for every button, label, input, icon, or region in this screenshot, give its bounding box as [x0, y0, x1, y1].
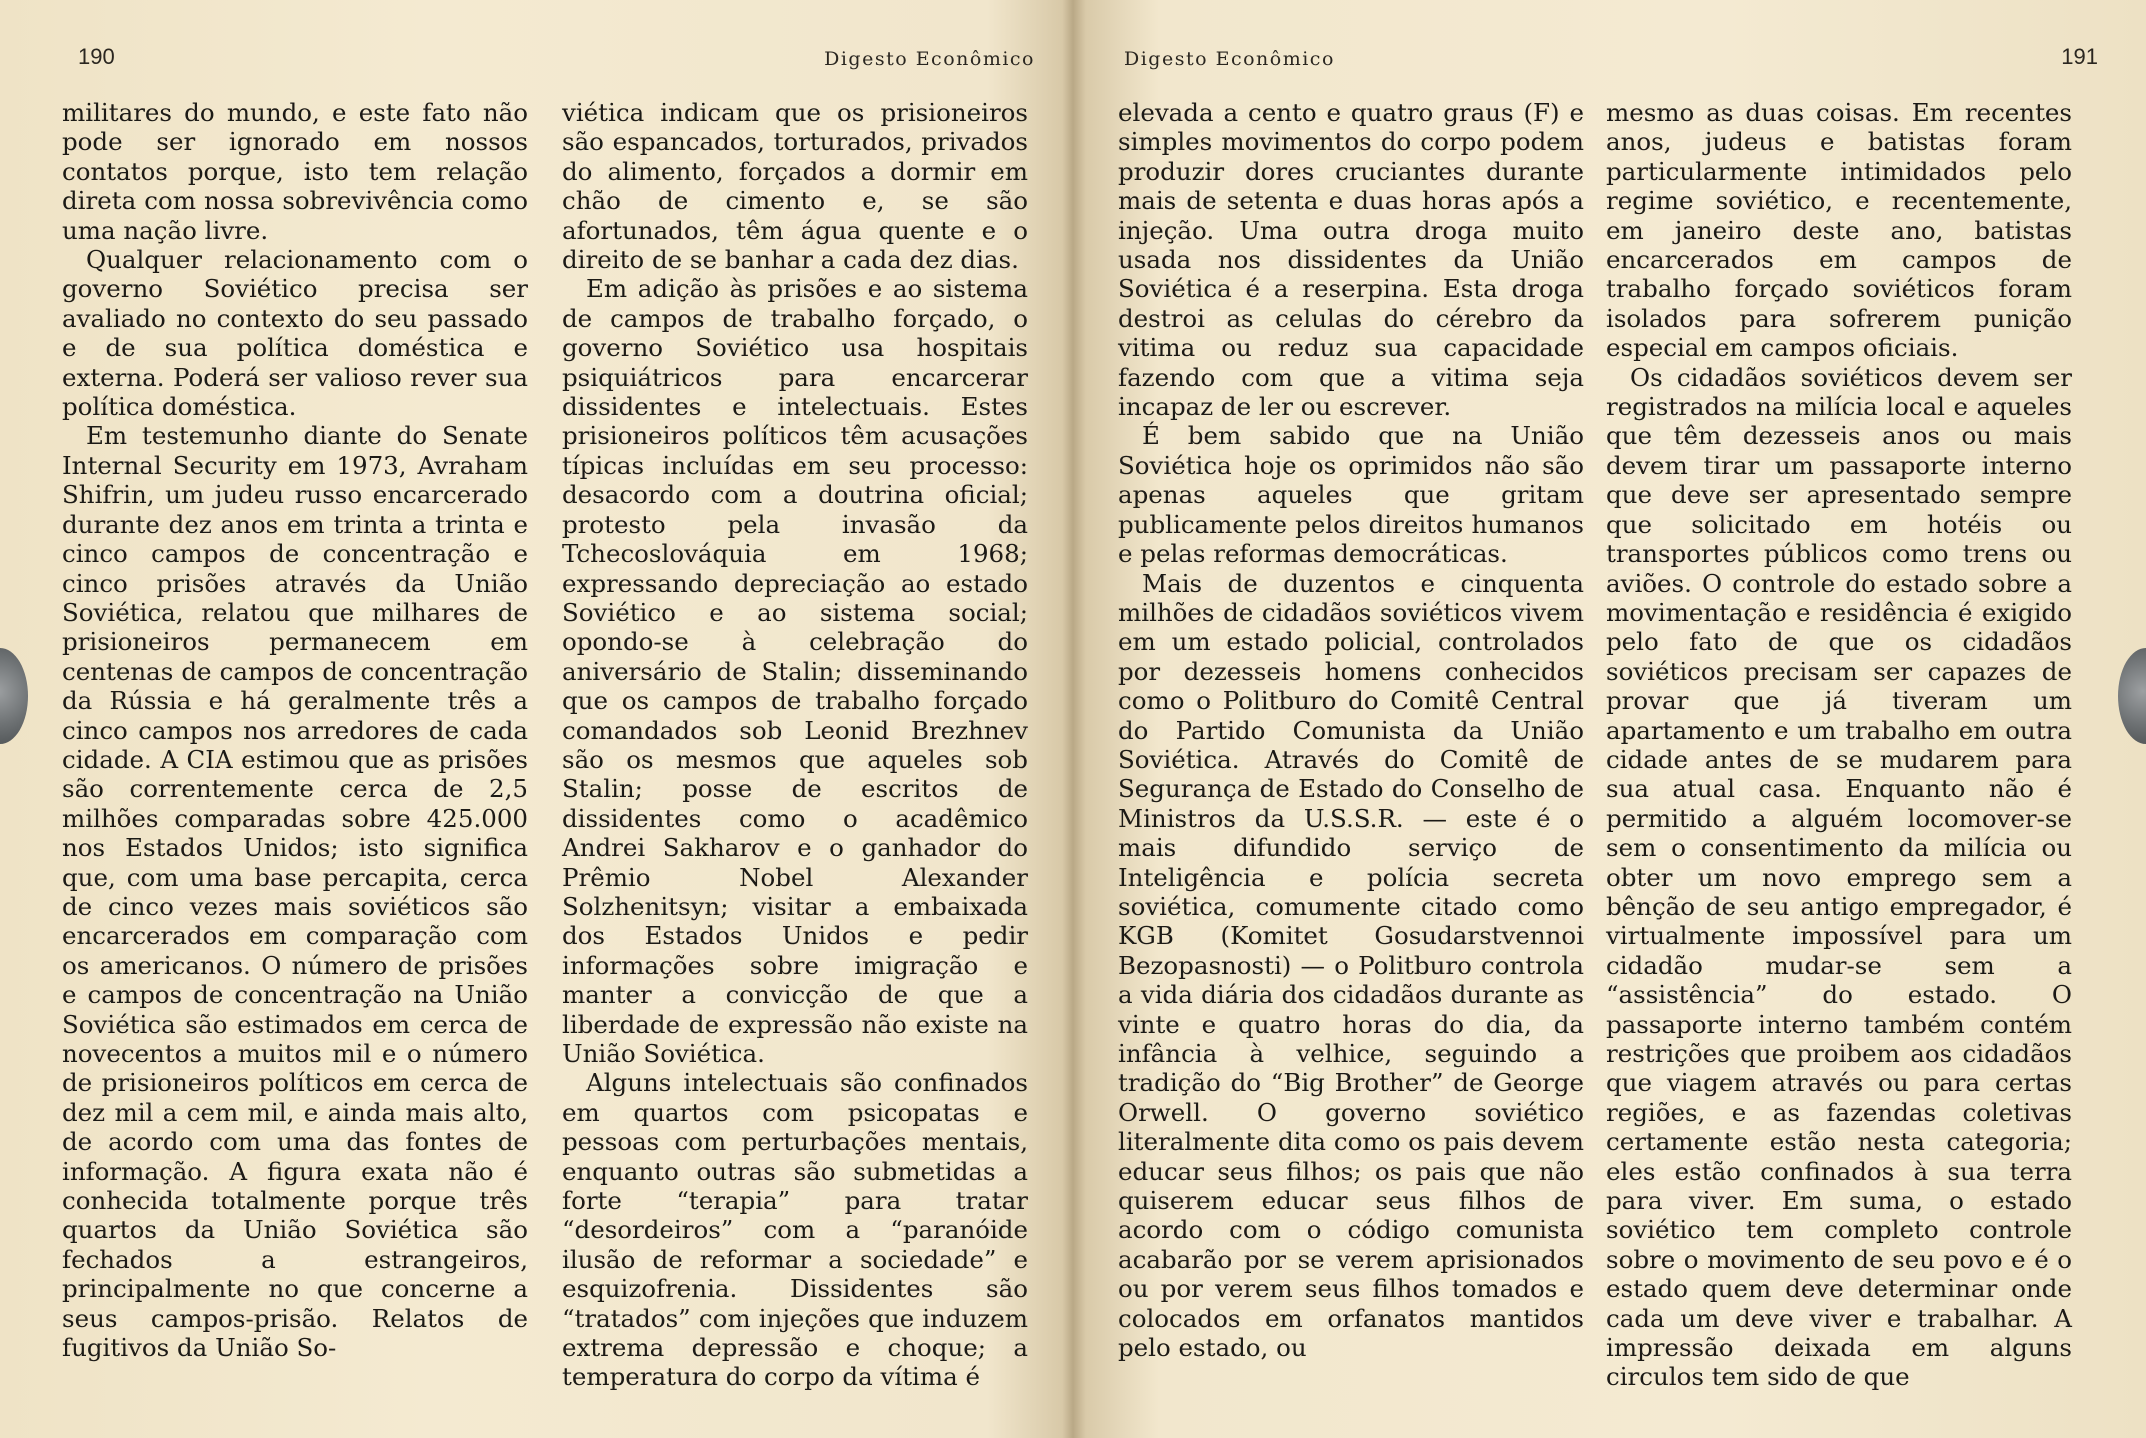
text-column-1	[62, 98, 528, 1362]
running-head: Digesto Econômico	[1124, 48, 1335, 70]
text-column-2	[562, 98, 1028, 1392]
binding-hole	[0, 648, 28, 744]
paragraph: elevada a cento e quatro graus (F) e simples movimentos do corpo podem produzir dores cruciantes durante mais de setenta e duas horas após a injeção. Uma outra droga muito usada nos dissidentes da União Soviética é a reserpina. Esta droga destroi as celulas do cérebro da vitima ou reduz sua capacidade fazendo com que a vitima seja incapaz de ler ou escrever.	[1118, 98, 1584, 422]
page-number: 190	[78, 44, 115, 69]
page-number: 191	[2061, 44, 2098, 69]
paragraph: mesmo as duas coisas. Em recentes anos, judeus e batistas foram particularmente intimidados pelo regime soviético, e recentemente, em janeiro deste ano, batistas encarcerados em campos de trabalho forçado soviéticos foram isolados para sofrerem punição especial em campos oficiais.	[1606, 98, 2072, 363]
text-column-2	[1606, 98, 2072, 1392]
paragraph: Mais de duzentos e cinquenta milhões de cidadãos soviéticos vivem em um estado policial, controlados por dezesseis homens conhecidos como o Politburo do Comitê Central do Partido Comunista da União Soviética. Através do Comitê de Segurança de Estado do Conselho de Ministros da U.S.S.R. — este é o mais difundido serviço de Inteligência e polícia secreta soviética, comumente citado como KGB (Komitet Gosudarstvennoi Bezopasnosti) — o Politburo controla a vida diária dos cidadãos durante as vinte e quatro horas do dia, da infância à velhice, seguindo a tradição do “Big Brother” de George Orwell. O governo soviético literalmente dita como os pais devem educar seus filhos; os pais que não quiserem educar seus filhos de acordo com o código comunista acabarão por se verem aprisionados ou por verem seus filhos tomados e colocados em orfanatos mantidos pelo estado, ou	[1118, 568, 1584, 1363]
binding-hole	[2118, 648, 2146, 744]
paragraph: Em adição às prisões e ao sistema de campos de trabalho forçado, o governo Soviético usa hospitais psiquiátricos para encarcerar dissidentes e intelectuais. Estes prisioneiros políticos têm acusações típicas incluídas em seu processo: desacordo com a doutrina oficial; protesto pela invasão da Tchecoslováquia em 1968; expressando depreciação ao estado Soviético e ao sistema social; opondo-se à celebração do aniversário de Stalin; disseminando que os campos de trabalho forçado comandados sob Leonid Brezhnev são os mesmos que aqueles sob Stalin; posse de escritos de dissidentes como o acadêmico Andrei Sakharov e o ganhador do Prêmio Nobel Alexander Solzhenitsyn; visitar a embaixada dos Estados Unidos e pedir informações sobre imigração e manter a convicção de que a liberdade de expressão não existe na União Soviética.	[562, 274, 1028, 1068]
paragraph: Em testemunho diante do Senate Internal Security em 1973, Avraham Shifrin, um judeu russo encarcerado durante dez anos em trinta a trinta e cinco campos de concentração e cinco prisões através da União Soviética, relatou que milhares de prisioneiros permanecem em centenas de campos de concentração da Rússia e há geralmente três a cinco campos nos arredores de cada cidade. A CIA estimou que as prisões são correntemente cerca de 2,5 milhões comparadas sobre 425.000 nos Estados Unidos; isto significa que, com uma base percapita, cerca de cinco vezes mais soviéticos são encarcerados em comparação com os americanos. O número de prisões e campos de concentração na União Soviética são estimados em cerca de novecentos a muitos mil e o número de prisioneiros políticos em cerca de dez mil a cem mil, e ainda mais alto, de acordo com uma das fontes de informação. A figura exata não é conhecida totalmente porque três quartos da União Soviética são fechados a estrangeiros, principalmente no que concerne a seus campos-prisão. Relatos de fugitivos da União So-	[62, 421, 528, 1363]
paragraph: Qualquer relacionamento com o governo Soviético precisa ser avaliado no contexto do seu passado e de sua política doméstica e externa. Poderá ser valioso rever sua política doméstica.	[62, 245, 528, 422]
paragraph: militares do mundo, e este fato não pode ser ignorado em nossos contatos porque, isto tem relação direta com nossa sobrevivência como uma nação livre.	[62, 98, 528, 245]
right-page	[1073, 0, 2146, 1438]
text-column-1	[1118, 98, 1584, 1362]
running-head: Digesto Econômico	[824, 48, 1035, 70]
paragraph: Os cidadãos soviéticos devem ser registrados na milícia local e aqueles que têm dezesseis anos ou mais devem tirar um passaporte interno que deve ser apresentado sempre que solicitado em hotéis ou transportes públicos como trens ou aviões. O controle do estado sobre a movimentação e residência é exigido pelo fato de que os cidadãos soviéticos precisam ser capazes de provar que já tiveram um apartamento e um trabalho em outra cidade antes de se mudarem para sua atual casa. Enquanto não é permitido a alguém locomover-se sem o consentimento da milícia ou obter um novo emprego sem a bênção de seu antigo empregador, é virtualmente impossível para um cidadão mudar-se sem a “assistência” do estado. O passaporte interno também contém restrições que proibem aos cidadãos que viagem através ou para certas regiões, e as fazendas coletivas certamente estão nesta categoria; eles estão confinados à sua terra para viver. Em suma, o estado soviético tem completo controle sobre o movimento de seu povo e é o estado quem deve determinar onde cada um deve viver e trabalhar. A impressão deixada em alguns circulos tem sido de que	[1606, 362, 2072, 1392]
paragraph: É bem sabido que na União Soviética hoje os oprimidos não são apenas aqueles que gritam publicamente pelos direitos humanos e pelas reformas democráticas.	[1118, 421, 1584, 569]
paragraph: Alguns intelectuais são confinados em quartos com psicopatas e pessoas com perturbações mentais, enquanto outras são submetidas a forte “terapia” para tratar “desordeiros” com a “paranóide ilusão de reformar a sociedade” e esquizofrenia. Dissidentes são “tratados” com injeções que induzem extrema depressão e choque; a temperatura do corpo da vítima é	[562, 1068, 1028, 1392]
paragraph: viética indicam que os prisioneiros são espancados, torturados, privados do alimento, forçados a dormir em chão de cimento e, se são afortunados, têm água quente e o direito de se banhar a cada dez dias.	[562, 98, 1028, 275]
